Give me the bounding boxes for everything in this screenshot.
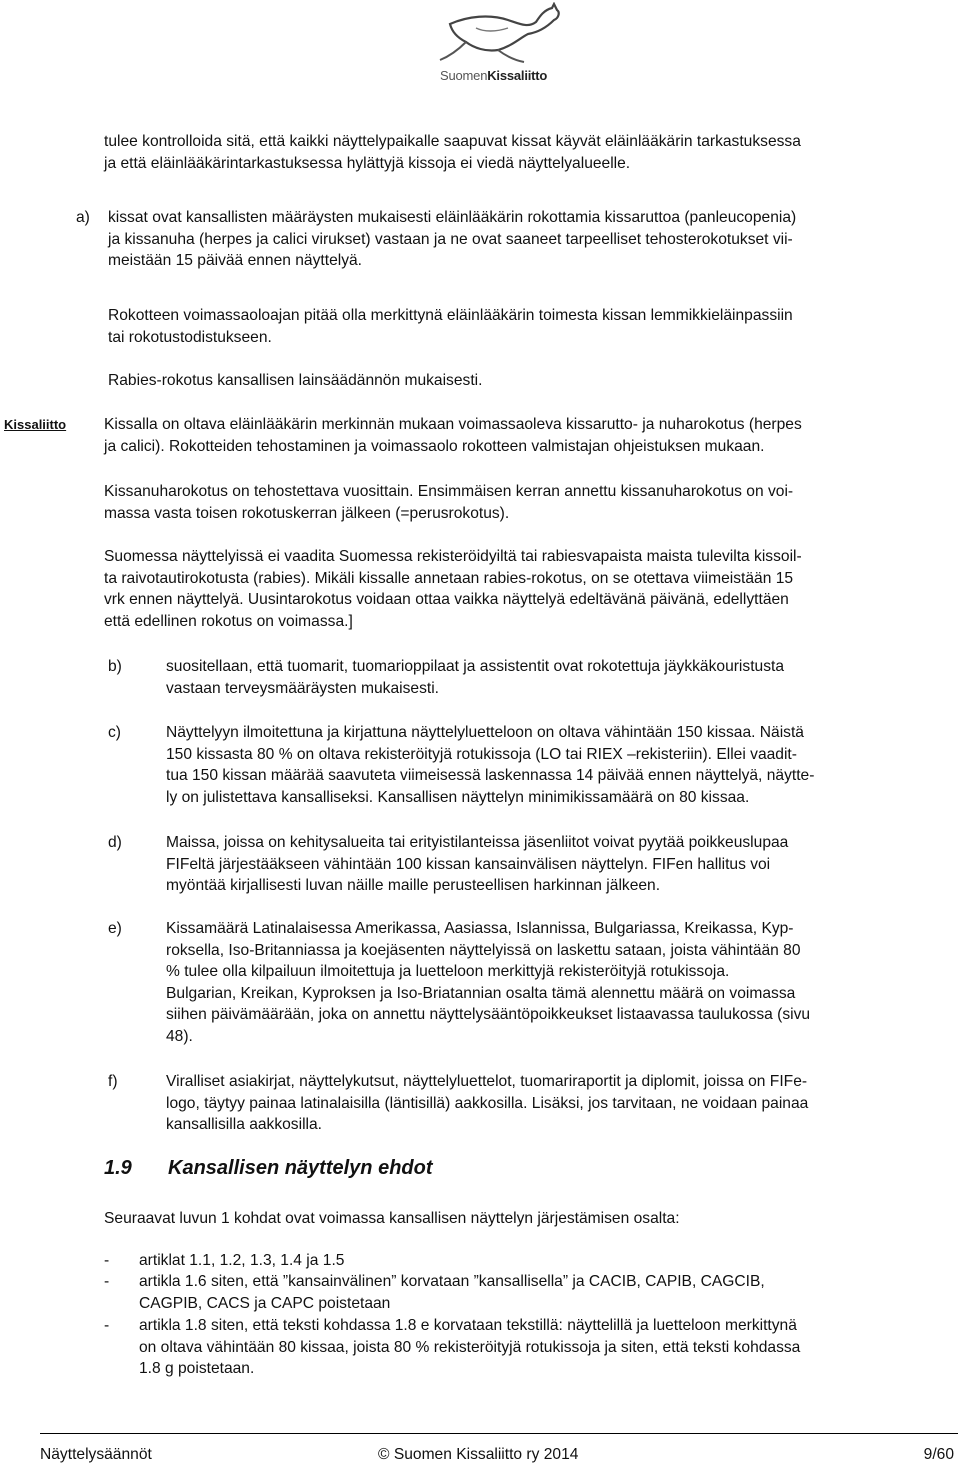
text-line: roksella, Iso-Britanniassa ja koejäsenten näyttelyissä on laskettu sataan, joista vähintään 80 <box>166 941 801 959</box>
item-label-b: b) <box>108 658 122 675</box>
text-line: artikla 1.6 siten, että ”kansainvälinen” korvataan ”kansallisella” ja CACIB, CAPIB, CAGCIB, <box>139 1273 765 1290</box>
bullet-item <box>139 1271 959 1314</box>
margin-label-kissaliitto: Kissaliitto <box>4 417 67 432</box>
text-line: myöntää kirjallisesti luvan näille maille perusteellisen harkinnan jälkeen. <box>166 877 661 894</box>
item-label-a: a) <box>76 209 90 226</box>
text-line: ta raivotautirokotusta (rabies). Mikäli kissalle annetaan rabies-rokotus, on se otettava viimeistään 15 <box>104 569 794 587</box>
text-line: Kissamäärä Latinalaisessa Amerikassa, Aasiassa, Islannissa, Bulgariassa, Kreikassa, Kyp- <box>166 920 794 937</box>
text-line: on oltava vähintään 80 kissaa, joista 80 % rekisteröityjä rotukissoja ja siten, että teksti kohdassa <box>139 1338 801 1356</box>
text-line: artiklat 1.1, 1.2, 1.3, 1.4 ja 1.5 <box>139 1252 345 1269</box>
item-label-c: c) <box>108 724 121 741</box>
text-line: ja calici). Rokotteiden tehostaminen ja voimassaolo rokotteen valmistajan ohjeistuksen mukaan. <box>104 437 765 455</box>
text-line: tulee kontrolloida sitä, että kaikki näyttelypaikalle saapuvat kissat käyvät eläinlääkärin tarkastuksessa <box>104 133 801 150</box>
text-line: Viralliset asiakirjat, näyttelykutsut, näyttelyluettelot, tuomariraportit ja diplomit, joissa on FIFe- <box>166 1073 808 1090</box>
bullet-dash: - <box>104 1252 110 1269</box>
item-f-paragraph <box>166 1071 956 1136</box>
text-line: suositellaan, että tuomarit, tuomarioppilaat ja assistentit ovat rokotettuja jäykkäkouristusta <box>166 658 785 675</box>
item-label-f: f) <box>108 1073 118 1090</box>
bullet-item <box>139 1315 959 1380</box>
kissaliitto-paragraph-3 <box>104 546 802 632</box>
footer-divider <box>40 1433 958 1434</box>
item-a-rabies: Rabies-rokotus kansallisen lainsäädännön mukaisesti. <box>108 372 483 389</box>
text-line: ly on julistettava kansalliseksi. Kansallisen näyttelyn minimikissamäärä on 80 kissaa. <box>166 788 750 806</box>
text-line: Maissa, joissa on kehitysalueita tai erityistilanteissa jäsenliitot voivat pyytää poikkeuslupaa <box>166 834 789 851</box>
text-line: että edellinen rokotus on voimassa.] <box>104 612 353 630</box>
text-line: Suomessa näyttelyissä ei vaadita Suomessa rekisteröidyiltä tai rabiesvapaista maista tulevilta kissoil- <box>104 548 802 565</box>
bullet-item <box>139 1250 959 1272</box>
text-line: kansallisilla aakkosilla. <box>166 1116 323 1133</box>
text-line: FIFeltä järjestääkseen vähintään 100 kissan kansainvälisen näyttelyn. FIFen hallitus voi <box>166 855 771 873</box>
footer-left: Näyttelysäännöt <box>40 1446 152 1463</box>
text-line: Näyttelyyn ilmoitettuna ja kirjattuna näyttelyluetteloon on oltava vähintään 150 kissaa. Näistä <box>166 724 804 741</box>
text-line: 48). <box>166 1027 193 1045</box>
text-line: artikla 1.8 siten, että teksti kohdassa 1.8 e korvataan tekstillä: näyttelillä ja luetteloon merkittynä <box>139 1317 797 1334</box>
text-line: Bulgarian, Kreikan, Kyproksen ja Iso-Briatannian osalta tämä alennettu määrä on voimassa <box>166 984 796 1002</box>
text-line: massa vasta toisen rokotuskerran jälkeen (=perusrokotus). <box>104 504 510 522</box>
footer-center: © Suomen Kissaliitto ry 2014 <box>378 1446 579 1463</box>
text-line: Rokotteen voimassaoloajan pitää olla merkittynä eläinlääkärin toimesta kissan lemmikkieläinpassiin <box>108 307 793 324</box>
item-b-paragraph <box>166 656 956 699</box>
cat-logo-icon <box>428 2 568 72</box>
text-line: meistään 15 päivää ennen näyttelyä. <box>108 252 363 269</box>
footer-page-number: 9/60 <box>923 1446 954 1463</box>
bullet-dash: - <box>104 1317 110 1334</box>
suomen-kissaliitto-logo <box>428 2 568 94</box>
text-line: tai rokotustodistukseen. <box>108 328 272 346</box>
bullet-dash: - <box>104 1273 110 1290</box>
item-e-paragraph <box>166 918 956 1047</box>
section-intro: Seuraavat luvun 1 kohdat ovat voimassa kansallisen näyttelyn järjestämisen osalta: <box>104 1210 680 1227</box>
item-d-paragraph <box>166 832 956 897</box>
text-line: logo, täytyy painaa latinalaisilla (läntisillä) aakkosilla. Lisäksi, jos tarvitaan, ne voidaan painaa <box>166 1094 809 1112</box>
section-title: Kansallisen näyttelyn ehdot <box>168 1157 433 1179</box>
text-line: vastaan terveysmääräysten mukaisesti. <box>166 679 440 697</box>
logo-wordmark: SuomenKissaliitto <box>440 68 548 83</box>
item-a-vaccine-validity <box>108 305 793 348</box>
text-line: siihen päivämäärään, joka on annettu näyttelysääntöpoikkeukset listaavassa taulukossa (sivu <box>166 1006 811 1023</box>
text-line: ja kissanuha (herpes ja calici virukset) vastaan ja ne ovat saaneet tarpeelliset tehosterokotukset vii- <box>108 230 793 248</box>
text-line: Kissalla on oltava eläinlääkärin merkinnän mukaan voimassaoleva kissarutto- ja nuharokotus (herpes <box>104 416 802 433</box>
text-line: 150 kissasta 80 % on oltava rekisteröityjä rotukissoja (LO tai RIEX –rekisteriin). Ellei vaadit- <box>166 745 797 763</box>
intro-paragraph <box>104 131 801 174</box>
kissaliitto-paragraph-1 <box>104 414 802 457</box>
item-c-paragraph <box>166 722 956 808</box>
text-line: ja että eläinlääkärintarkastuksessa hylättyjä kissoja ei viedä näyttelyalueelle. <box>104 154 631 172</box>
item-label-e: e) <box>108 920 122 937</box>
text-line: CAGPIB, CACS ja CAPC poistetaan <box>139 1294 391 1312</box>
text-line: 1.8 g poistetaan. <box>139 1360 255 1377</box>
text-line: Kissanuharokotus on tehostettava vuosittain. Ensimmäisen kerran annettu kissanuharokotus on voi- <box>104 483 794 500</box>
section-heading <box>104 1157 433 1180</box>
item-a-paragraph <box>108 207 958 272</box>
text-line: % tulee olla kilpailuun ilmoitettuja ja luetteloon merkittyjä rekisteröityjä rotukissoja. <box>166 963 730 980</box>
item-label-d: d) <box>108 834 122 851</box>
text-line: vrk ennen näyttelyä. Uusintarokotus voidaan ottaa vaikka näyttelyä edeltävänä päivänä, edellyttäen <box>104 591 789 608</box>
kissaliitto-paragraph-2 <box>104 481 793 524</box>
text-line: kissat ovat kansallisten määräysten mukaisesti eläinlääkärin rokottamia kissaruttoa (panleucopenia) <box>108 209 797 226</box>
text-line: tua 150 kissan määrää saavuteta viimeisessä laskennassa 14 päivää ennen näyttelyä, näytte- <box>166 767 815 784</box>
section-number: 1.9 <box>104 1157 132 1179</box>
